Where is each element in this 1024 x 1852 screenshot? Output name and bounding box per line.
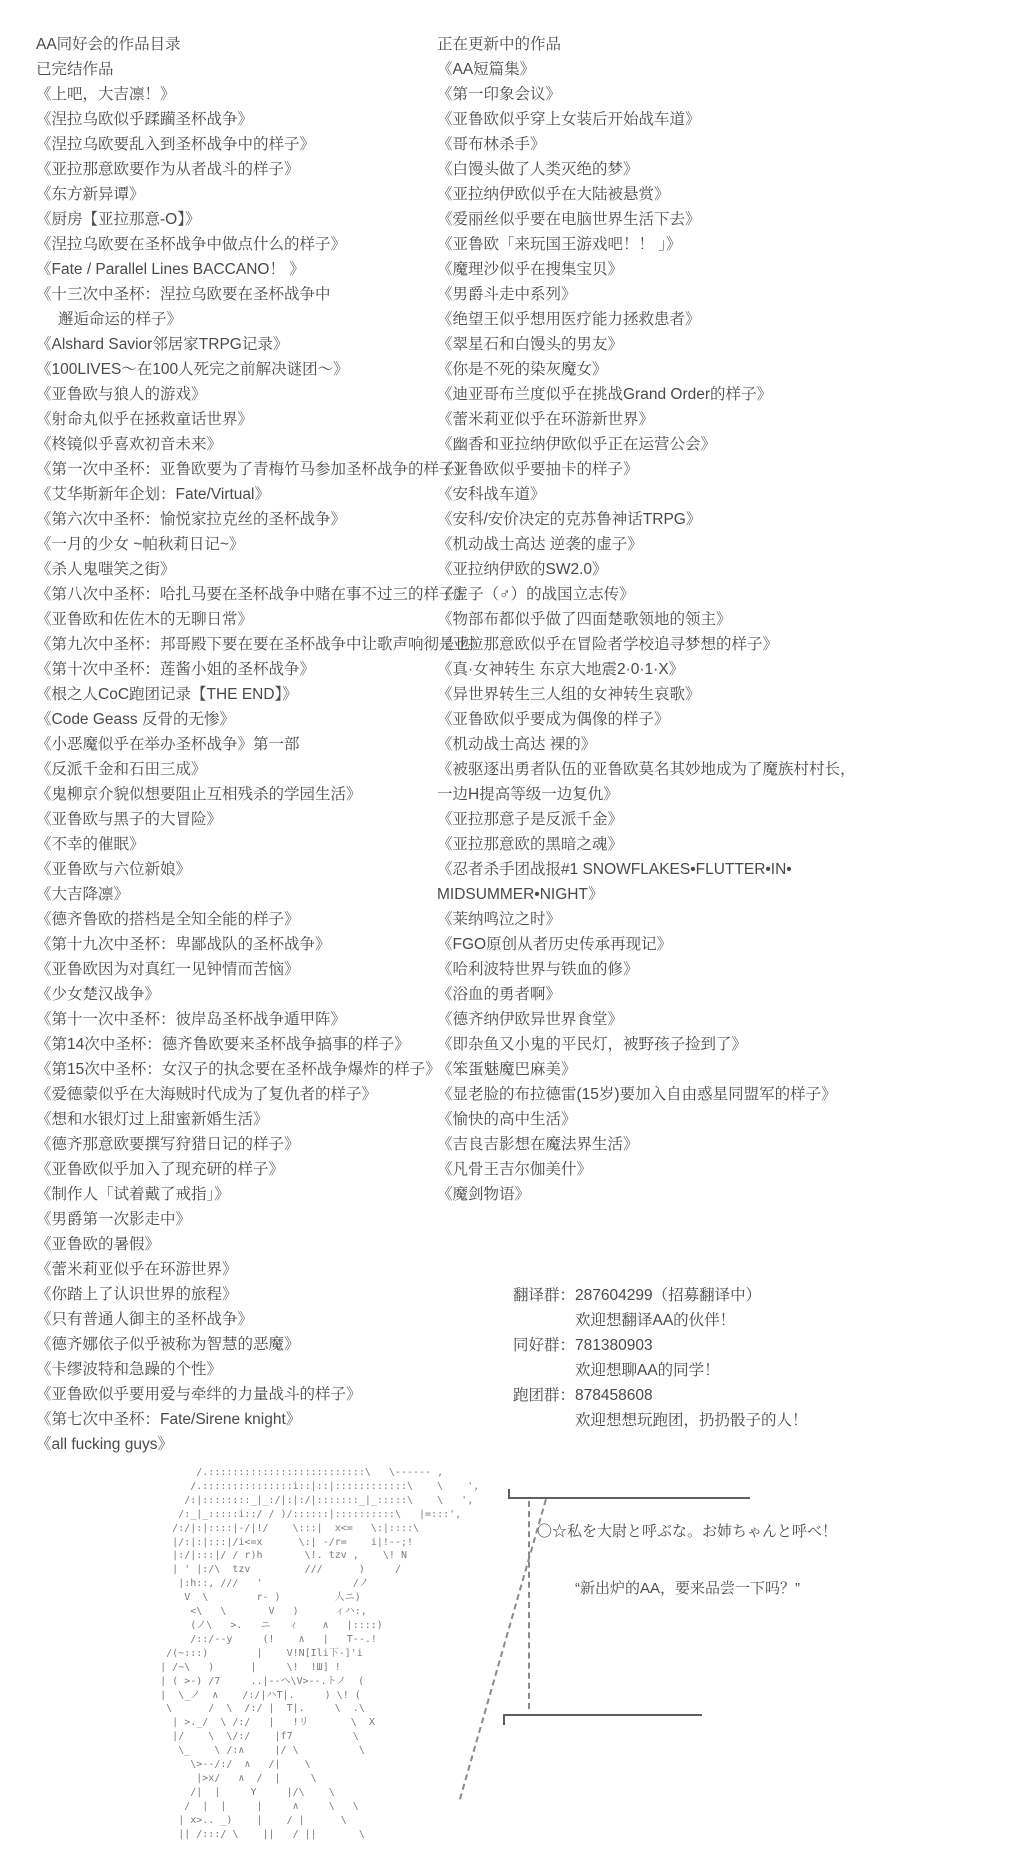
list-item: 《凡骨王吉尔伽美什》: [437, 1161, 593, 1178]
list-item: 《哈利波特世界与铁血的修》: [437, 961, 639, 978]
list-item: 《亚鲁欧与黑子的大冒险》: [36, 811, 223, 828]
list-item: 《第一印象会议》: [437, 86, 562, 103]
list-item: 《机动战士高达 裸的》: [437, 736, 597, 753]
list-item: 《涅拉乌欧似乎蹂躏圣杯战争》: [36, 111, 254, 128]
ongoing-works-column: [437, 32, 1017, 1207]
list-item: 《爱德蒙似乎在大海贼时代成为了复仇者的样子》: [36, 1086, 378, 1103]
list-item: 欢迎想聊AA的同学！: [575, 1362, 720, 1379]
ascii-art-lines: [118, 1466, 479, 1841]
list-item: /.::::::::::::::::::::::::::\ \------ ,: [118, 1467, 444, 1478]
list-item: || /:::/ \ || / || \: [118, 1828, 365, 1840]
list-item: |/:|:|:::|/i<=x \:| -/r= i|!--;!: [118, 1536, 414, 1548]
list-item: 《亚拉纳伊欧似乎在大陆被悬赏》: [437, 186, 670, 203]
list-item: |:/|:::|/ / r)h \!. tzv , \! N: [118, 1550, 407, 1562]
list-item: 《亚拉那意欧似乎在冒险者学校追寻梦想的样子》: [437, 636, 779, 653]
list-item: MIDSUMMER•NIGHT》: [437, 886, 604, 903]
list-item: 《Fate / Parallel Lines BACCANO！ 》: [36, 261, 305, 278]
speech-line-japanese: 〇☆私を大尉と呼ぶな。お姉ちゃんと呼べ！: [537, 1523, 838, 1540]
list-item: \>--/:/ ∧ /| \: [118, 1759, 311, 1771]
list-item: 《爱丽丝似乎要在电脑世界生活下去》: [437, 211, 701, 228]
list-item: 《第十一次中圣杯：彼岸岛圣杯战争遁甲阵》: [36, 1011, 347, 1028]
list-item: 《第九次中圣杯：邦哥殿下要在要在圣杯战争中让歌声响彻是也》: [36, 636, 486, 653]
contact-lines: [513, 1283, 993, 1433]
list-item: 《第八次中圣杯：哈扎马要在圣杯战争中赌在事不过三的样子》: [36, 586, 471, 603]
list-item: 《柊镜似乎喜欢初音未来》: [36, 436, 223, 453]
list-item: /:_|_:::::i::/ / )/::::::|::::::::::\ |=:::',: [118, 1508, 462, 1520]
list-item: 《Alshard Savior邻居家TRPG记录》: [36, 336, 289, 353]
list-item: 邂逅命运的样子》: [58, 311, 183, 328]
list-item: 《亚鲁欧似乎要用爱与牵绊的力量战斗的样子》: [36, 1386, 362, 1403]
list-item: 《机动战士高达 逆袭的虚子》: [437, 536, 643, 553]
list-item: /:/|:|::::|-/|!/ \:::| x<= \:|::::\: [118, 1522, 420, 1534]
list-item: 《蕾米莉亚似乎在环游新世界》: [437, 411, 655, 428]
list-item: |/ \ \/:/ |f7 \: [118, 1731, 359, 1743]
list-item: 《一月的少女 ~帕秋莉日记~》: [36, 536, 245, 553]
list-item: / | | | ∧ \ \: [118, 1800, 359, 1812]
list-item: 《亚鲁欧似乎穿上女装后开始战车道》: [437, 111, 701, 128]
list-item: 《不幸的催眠》: [36, 836, 145, 853]
list-item: 《all fucking guys》: [36, 1436, 173, 1453]
list-item: 《幽香和亚拉纳伊欧似乎正在运营公会》: [437, 436, 717, 453]
list-item: 《德齐娜依子似乎被称为智慧的恶魔》: [36, 1336, 300, 1353]
list-item: 《亚鲁欧与六位新娘》: [36, 861, 192, 878]
list-item: \ / \ /:/ | T|. \ .\: [118, 1703, 365, 1715]
list-item: 《厨房【亚拉那意-O】》: [36, 211, 201, 228]
list-item: 《大吉降凛》: [36, 886, 130, 903]
list-item: 《魔理沙似乎在搜集宝贝》: [437, 261, 624, 278]
list-item: 《只有普通人御主的圣杯战争》: [36, 1311, 254, 1328]
sign-pole-dashed-line: [528, 1501, 530, 1709]
list-item: | ' |:/\ tzv /// ) /: [118, 1564, 401, 1576]
sign-top-bar: [508, 1489, 750, 1499]
list-item: 《即杂鱼又小鬼的平民灯，被野孩子捡到了》: [437, 1036, 748, 1053]
list-item: <\ \ V ) ィハ:,: [118, 1606, 367, 1618]
list-item: 《Code Geass 反骨的无惨》: [36, 711, 235, 728]
list-item: 《男爵斗走中系列》: [437, 286, 577, 303]
sign-bottom-bar: [503, 1714, 702, 1725]
speech-line-chinese: “新出炉的AA，要来品尝一下吗？”: [575, 1580, 801, 1597]
list-item: 《吉良吉影想在魔法界生活》: [437, 1136, 639, 1153]
ongoing-section-label: 正在更新中的作品: [437, 36, 562, 53]
list-item: 《绝望王似乎想用医疗能力拯救患者》: [437, 311, 701, 328]
list-item: 《蕾米莉亚似乎在环游世界》: [36, 1261, 238, 1278]
list-item: 《浴血的勇者啊》: [437, 986, 562, 1003]
list-item: | \_ノ ∧ /:/|ハT|. ) \! (: [118, 1689, 361, 1701]
list-item: 《卡缪波特和急躁的个性》: [36, 1361, 223, 1378]
list-item: 《笨蛋魅魔巴麻美》: [437, 1061, 577, 1078]
list-item: 《物部布都似乎做了四面楚歌领地的领主》: [437, 611, 732, 628]
list-item: |>x/ ∧ / | \: [118, 1772, 317, 1784]
list-item: 《亚鲁欧似乎要抽卡的样子》: [437, 461, 639, 478]
list-item: 欢迎想翻译AA的伙伴！: [575, 1312, 736, 1329]
list-item: | ( >-) /7 ..|--ヘ\V>--.トノ (: [118, 1675, 365, 1687]
list-item: 《上吧，大吉凛！》: [36, 86, 176, 103]
list-item: 《亚鲁欧和佐佐木的无聊日常》: [36, 611, 254, 628]
list-item: 《少女楚汉战争》: [36, 986, 161, 1003]
list-item: | /~\ ) | \! !Ш] !: [118, 1661, 341, 1673]
ascii-art-character: [118, 1466, 479, 1841]
list-item: 《翠星石和白馒头的男友》: [437, 336, 624, 353]
list-item: /.:::::::::::::::i::|::|::::::::::::\ \ ',: [118, 1480, 480, 1492]
list-item: 《艾华斯新年企划：Fate/Virtual》: [36, 486, 270, 503]
list-item: 《亚拉纳伊欧的SW2.0》: [437, 561, 608, 578]
list-item: 一边H提高等级一边复仇》: [437, 786, 619, 803]
list-item: 《制作人「试着戴了戒指」》: [36, 1186, 230, 1203]
list-item: 《亚鲁欧与狼人的游戏》: [36, 386, 207, 403]
list-item: 《愉快的高中生活》: [437, 1111, 577, 1128]
list-item: 《德齐鲁欧的搭档是全知全能的样子》: [36, 911, 300, 928]
list-item: 《你踏上了认识世界的旅程》: [36, 1286, 238, 1303]
list-item: 《射命丸似乎在拯救童话世界》: [36, 411, 254, 428]
list-item: 《鬼柳京介貌似想要阻止互相残杀的学园生活》: [36, 786, 362, 803]
list-item: 《涅拉乌欧要乱入到圣杯战争中的样子》: [36, 136, 316, 153]
list-item: 《被驱逐出勇者队伍的亚鲁欧莫名其妙地成为了魔族村村长，: [437, 761, 856, 778]
list-item: 翻译群：287604299（招募翻译中）: [513, 1287, 762, 1304]
list-item: 《德齐纳伊欧异世界食堂》: [437, 1011, 624, 1028]
list-item: 《男爵第一次影走中》: [36, 1211, 192, 1228]
list-item: (ノ\ >. ニ ィ ∧ |::::): [118, 1619, 383, 1631]
list-item: 《反派千金和石田三成》: [36, 761, 207, 778]
list-item: 同好群：781380903: [513, 1337, 653, 1354]
list-item: 《白馒头做了人类灭绝的梦》: [437, 161, 639, 178]
list-item: 《亚鲁欧「来玩国王游戏吧！！ 」》: [437, 236, 682, 253]
list-item: 《虚子（♂）的战国立志传》: [437, 586, 635, 603]
list-item: 《真·女神转生 东京大地震2·0·1·X》: [437, 661, 685, 678]
list-item: 《想和水银灯过上甜蜜新婚生活》: [36, 1111, 269, 1128]
list-item: 《第14次中圣杯：德齐鲁欧要来圣杯战争搞事的样子》: [36, 1036, 410, 1053]
list-item: 《FGO原创从者历史传承再现记》: [437, 936, 673, 953]
list-item: 欢迎想想玩跑团，扔扔骰子的人！: [575, 1412, 808, 1429]
list-item: |:h::, /// ' /ノ: [118, 1578, 369, 1590]
list-item: 《第15次中圣杯：女汉子的执念要在圣杯战争爆炸的样子》: [36, 1061, 441, 1078]
list-item: 《哥布林杀手》: [437, 136, 546, 153]
list-item: 《根之人CoC跑团记录【THE END】》: [36, 686, 298, 703]
list-item: 《第十次中圣杯：莲酱小姐的圣杯战争》: [36, 661, 316, 678]
list-item: 《显老脸的布拉德雷(15岁)要加入自由惑星同盟军的样子》: [437, 1086, 837, 1103]
contact-info: [513, 1283, 993, 1433]
list-item: 《亚鲁欧似乎加入了现充研的样子》: [36, 1161, 285, 1178]
list-item: | x>.. _) | / | \: [118, 1814, 347, 1826]
list-item: \_ \ /:∧ |/ \ \: [118, 1745, 365, 1757]
ongoing-works-list: [437, 57, 1017, 1207]
list-item: 《亚鲁欧似乎要成为偶像的样子》: [437, 711, 670, 728]
list-item: /(~:::) | V!N[Ili下-]'i: [118, 1647, 363, 1659]
list-item: 《第十九次中圣杯：卑鄙战队的圣杯战争》: [36, 936, 331, 953]
completed-section-label: 已完结作品: [36, 61, 114, 78]
list-item: 《第六次中圣杯：愉悦家拉克丝的圣杯战争》: [36, 511, 347, 528]
list-item: 《魔剑物语》: [437, 1186, 531, 1203]
list-item: 《你是不死的染灰魔女》: [437, 361, 608, 378]
list-item: 《小恶魔似乎在举办圣杯战争》第一部: [36, 736, 300, 753]
list-item: 《第七次中圣杯：Fate/Sirene knight》: [36, 1411, 302, 1428]
list-item: 《安科/安价决定的克苏鲁神话TRPG》: [437, 511, 702, 528]
list-item: 跑团群：878458608: [513, 1387, 653, 1404]
list-item: 《亚拉那意欧要作为从者战斗的样子》: [36, 161, 300, 178]
list-item: 《亚鲁欧因为对真红一见钟情而苦恼》: [36, 961, 300, 978]
list-item: 《亚拉那意子是反派千金》: [437, 811, 624, 828]
list-item: /:|::::::::_|_:/|:|:/|:::::::_|_:::::\ \ ',: [118, 1494, 474, 1506]
list-item: 《德齐那意欧要撰写狩猎日记的样子》: [36, 1136, 300, 1153]
list-item: 《忍者杀手团战报#1 SNOWFLAKES•FLUTTER•IN•: [437, 861, 792, 878]
list-item: /| | Y |/\ \: [118, 1786, 335, 1798]
list-item: 《东方新异谭》: [36, 186, 145, 203]
list-item: 《涅拉乌欧要在圣杯战争中做点什么的样子》: [36, 236, 347, 253]
catalog-title: AA同好会的作品目录: [36, 36, 181, 53]
list-item: /::/--y (! ∧ | T--.!: [118, 1633, 377, 1645]
list-item: 《莱纳鸣泣之时》: [437, 911, 562, 928]
list-item: 《安科战车道》: [437, 486, 546, 503]
list-item: 《亚拉那意欧的黑暗之魂》: [437, 836, 624, 853]
list-item: 《十三次中圣杯：涅拉乌欧要在圣杯战争中: [36, 286, 331, 303]
list-item: V \ r- ) 人ニ): [118, 1592, 361, 1604]
list-item: 《迪亚哥布兰度似乎在挑战Grand Order的样子》: [437, 386, 773, 403]
list-item: 《AA短篇集》: [437, 61, 536, 78]
list-item: 《100LIVES～在100人死完之前解决谜团～》: [36, 361, 349, 378]
list-item: 《异世界转生三人组的女神转生哀歌》: [437, 686, 701, 703]
list-item: 《亚鲁欧的暑假》: [36, 1236, 161, 1253]
list-item: | >._/ \ /:/ | !リ \ X: [118, 1717, 375, 1729]
list-item: 《第一次中圣杯：亚鲁欧要为了青梅竹马参加圣杯战争的样子》: [36, 461, 471, 478]
list-item: 《杀人鬼嗤笑之街》: [36, 561, 176, 578]
